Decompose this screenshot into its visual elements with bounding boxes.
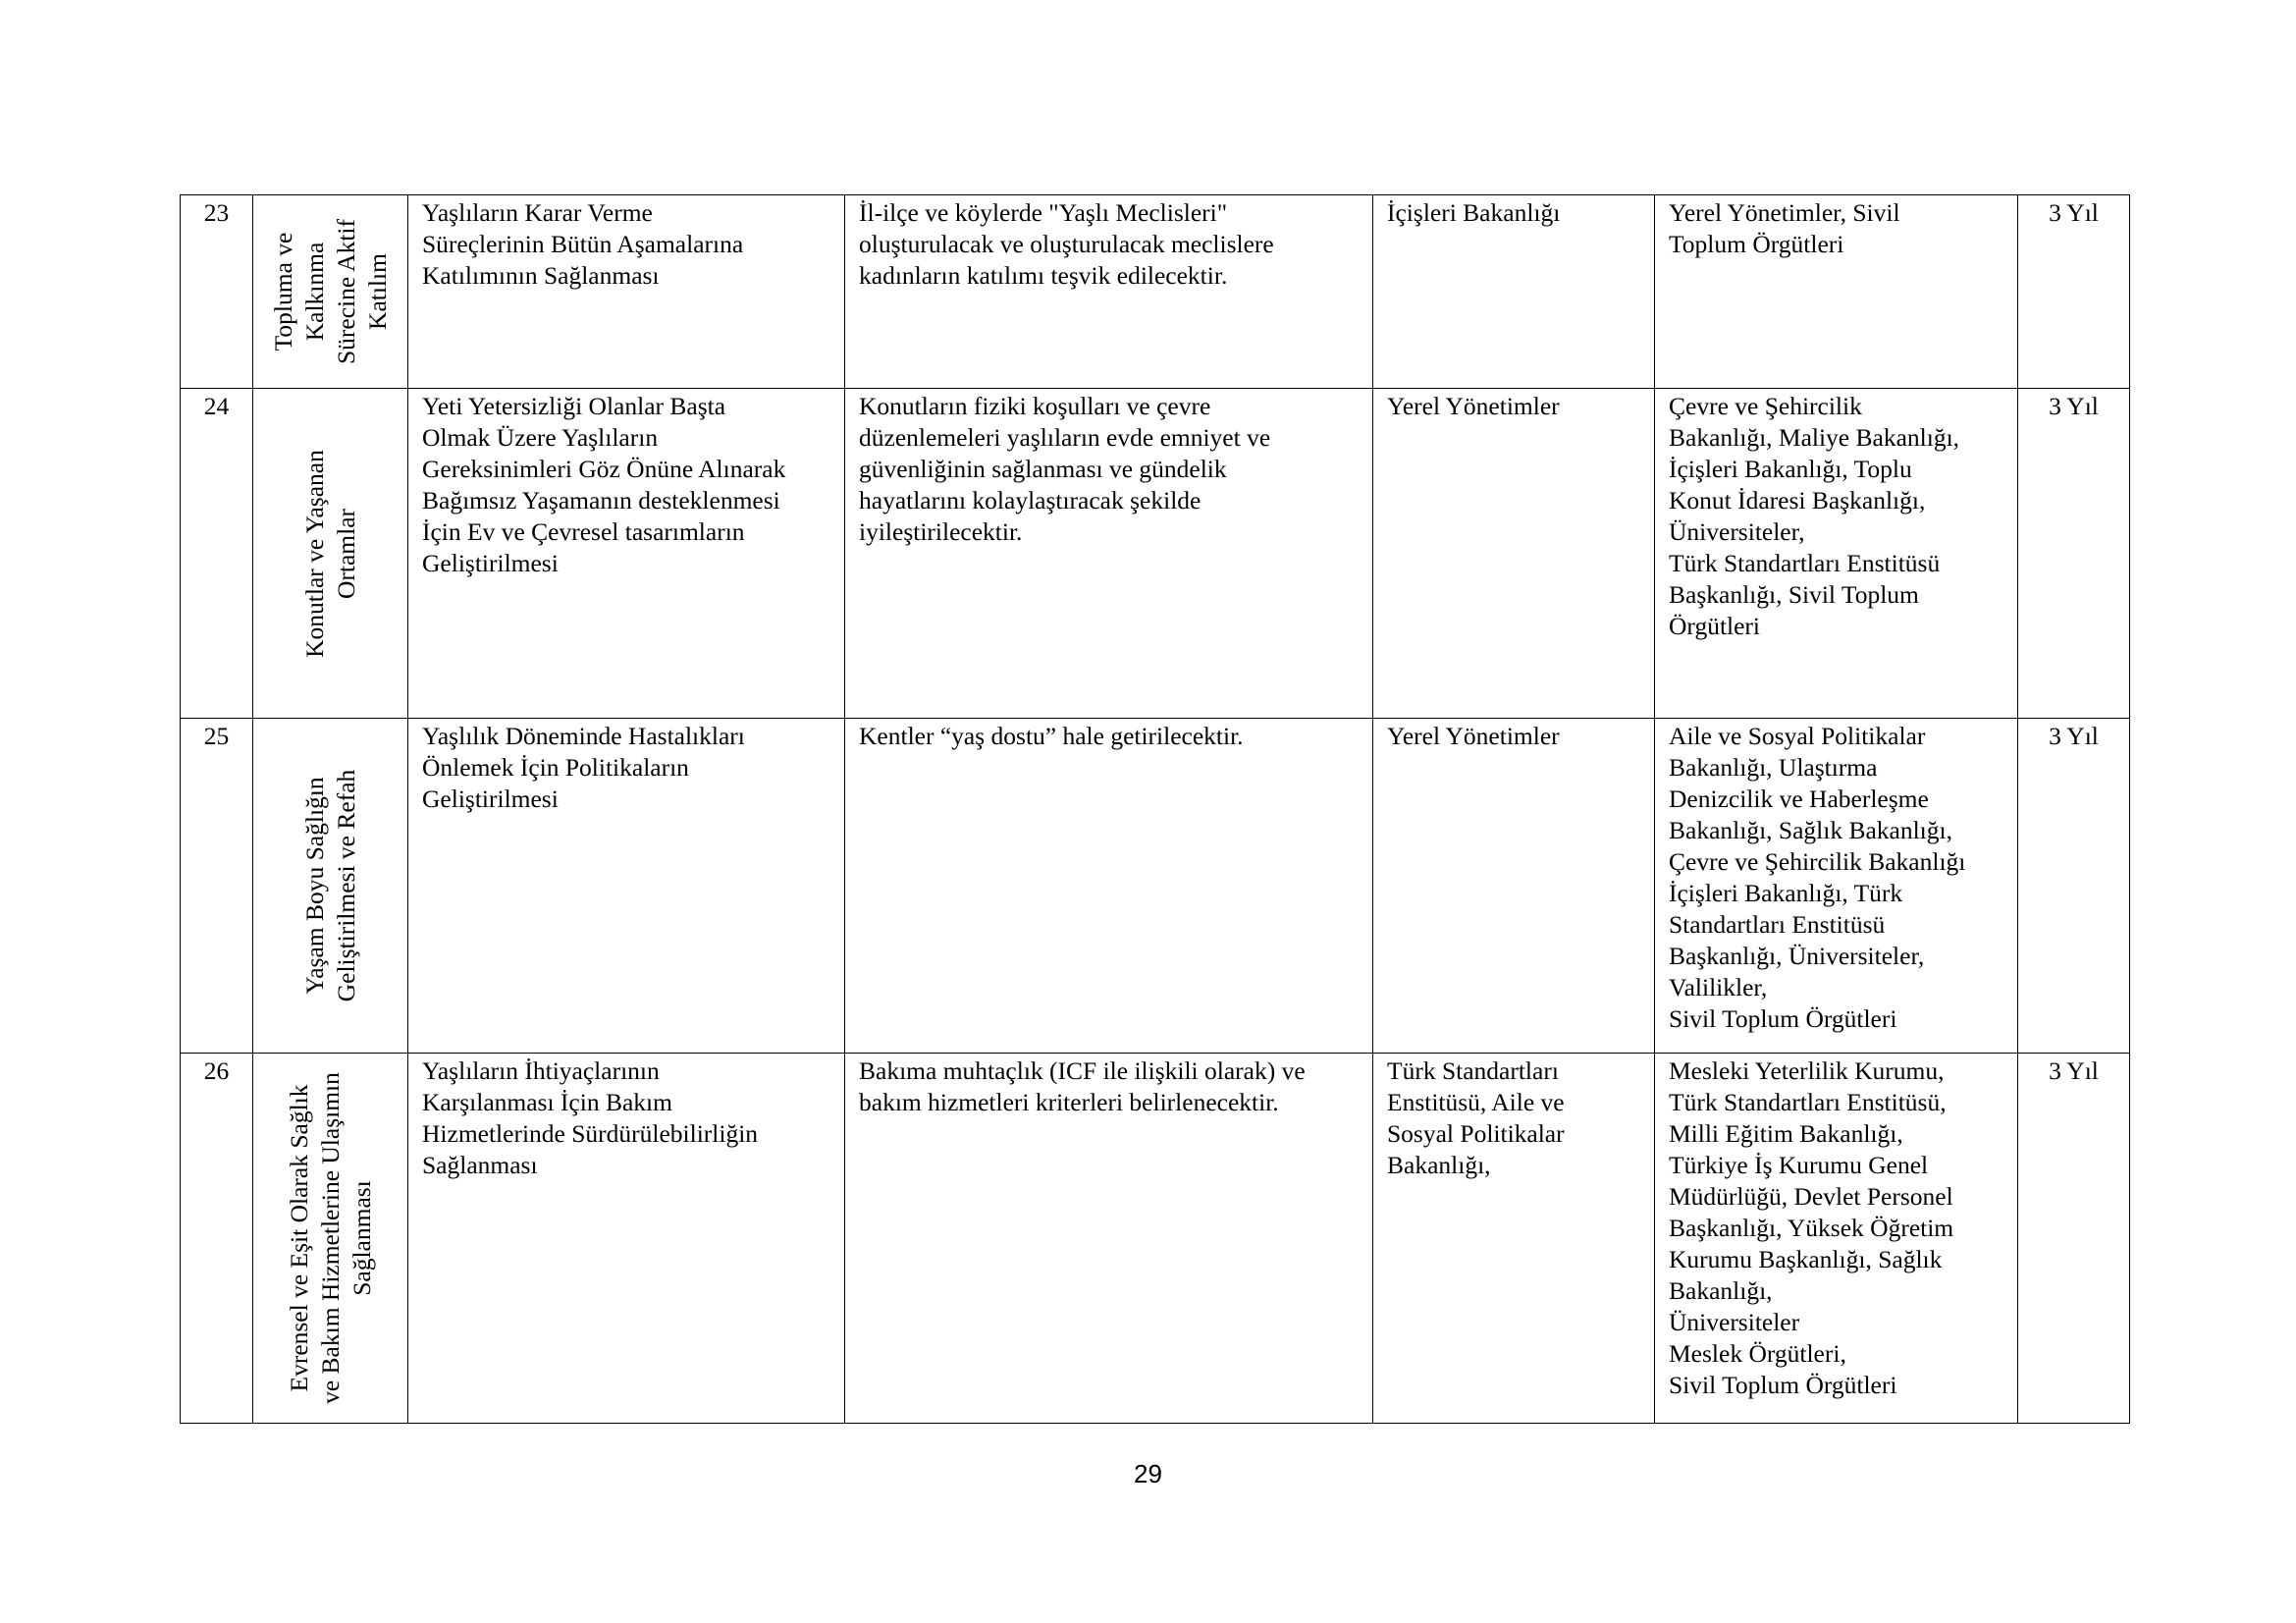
text-line: İçin Ev ve Çevresel tasarımların — [422, 517, 745, 546]
text-line: Türk Standartları Enstitüsü — [1669, 549, 1941, 577]
responsible-cell — [1373, 1054, 1655, 1424]
text-line: kadınların katılımı teşvik edilecektir. — [859, 261, 1228, 290]
text-line: Bakanlığı, Sağlık Bakanlığı, — [1669, 816, 1952, 844]
text-line: iyileştirilecektir. — [859, 517, 1023, 546]
text-line: Enstitüsü, Aile ve — [1387, 1088, 1565, 1116]
partners-cell — [1655, 1054, 2018, 1424]
duration-cell: 3 Yıl — [2018, 719, 2130, 1054]
text-line: Bakanlığı, — [1387, 1151, 1491, 1179]
area-text — [299, 397, 362, 711]
row-number-cell: 26 — [181, 1054, 253, 1424]
text-line: Toplum Örgütleri — [1669, 230, 1844, 258]
text-line: İçişleri Bakanlığı — [1387, 198, 1561, 227]
text-line: Geliştirilmesi — [422, 784, 559, 813]
text-line: Türkiye İş Kurumu Genel — [1669, 1151, 1929, 1179]
text-line: Başkanlığı, Üniversiteler, — [1669, 942, 1925, 970]
text-line: Türk Standartları — [1387, 1056, 1559, 1085]
text-line: Üniversiteler, — [1669, 517, 1805, 546]
area-text — [299, 724, 362, 1048]
text-line: Ortamlar — [331, 508, 360, 599]
text-line: Konutlar ve Yaşanan — [299, 449, 329, 658]
text-line: Sürecine Aktif — [331, 219, 360, 365]
text-line: Yerel Yönetimler — [1387, 722, 1560, 750]
table-body — [181, 195, 2130, 1424]
text-line: Örgütleri — [1669, 612, 1761, 640]
duration-cell: 3 Yıl — [2018, 195, 2130, 389]
text-line: oluşturulacak ve oluşturulacak meclislere — [859, 230, 1274, 258]
text-line: İçişleri Bakanlığı, Türk — [1669, 879, 1903, 907]
responsible-cell — [1373, 195, 1655, 389]
text-line: Bakanlığı, — [1669, 1276, 1773, 1305]
text-line: Başkanlığı, Sivil Toplum — [1669, 580, 1919, 609]
action-cell — [845, 195, 1373, 389]
text-line: Hizmetlerinde Sürdürülebilirliğin — [422, 1119, 759, 1148]
goal-cell — [408, 195, 845, 389]
text-line: Yaşlılık Döneminde Hastalıkları — [422, 722, 745, 750]
action-cell — [845, 719, 1373, 1054]
text-line: Milli Eğitim Bakanlığı, — [1669, 1119, 1903, 1148]
text-line: Konut İdaresi Başkanlığı, — [1669, 486, 1926, 514]
area-cell — [253, 719, 408, 1054]
goal-cell — [408, 1054, 845, 1424]
goal-cell — [408, 389, 845, 719]
text-line: Türk Standartları Enstitüsü, — [1669, 1088, 1947, 1116]
text-line: Müdürlüğü, Devlet Personel — [1669, 1182, 1953, 1211]
text-line: Bakıma muhtaçlık (ICF ile ilişkili olarak) ve — [859, 1056, 1306, 1085]
table-row — [181, 719, 2130, 1054]
table-row — [181, 1054, 2130, 1424]
text-line: Standartları Enstitüsü — [1669, 910, 1886, 939]
text-line: Bağımsız Yaşamanın desteklenmesi — [422, 486, 780, 514]
text-line: Süreçlerinin Bütün Aşamalarına — [422, 230, 744, 258]
text-line: Topluma ve — [268, 232, 297, 352]
text-line: Aile ve Sosyal Politikalar — [1669, 722, 1926, 750]
text-line: Evrensel ve Eşit Olarak Sağlık — [284, 1084, 313, 1392]
text-line: Çevre ve Şehircilik — [1669, 392, 1862, 420]
text-line: İçişleri Bakanlığı, Toplu — [1669, 455, 1912, 483]
text-line: Sivil Toplum Örgütleri — [1669, 1371, 1897, 1399]
text-line: bakım hizmetleri kriterleri belirlenecektir. — [859, 1088, 1279, 1116]
text-line: Üniversiteler — [1669, 1308, 1800, 1336]
text-line: Olmak Üzere Yaşlıların — [422, 423, 659, 452]
text-line: Yerel Yönetimler, Sivil — [1669, 198, 1900, 227]
text-line: Denizcilik ve Haberleşme — [1669, 784, 1929, 813]
text-line: Yeti Yetersizliği Olanlar Başta — [422, 392, 726, 420]
row-number-cell: 24 — [181, 389, 253, 719]
partners-cell — [1655, 389, 2018, 719]
goal-cell — [408, 719, 845, 1054]
page-number: 29 — [1134, 1459, 1162, 1488]
text-line: ve Bakım Hizmetlerine Ulaşımın — [315, 1072, 345, 1404]
text-line: Konutların fiziki koşulları ve çevre — [859, 392, 1211, 420]
duration-cell: 3 Yıl — [2018, 389, 2130, 719]
row-number-cell: 25 — [181, 719, 253, 1054]
text-line: Mesleki Yeterlilik Kurumu, — [1669, 1056, 1945, 1085]
duration-cell: 3 Yıl — [2018, 1054, 2130, 1424]
text-line: Yaşlıların İhtiyaçlarının — [422, 1056, 660, 1085]
action-cell — [845, 1054, 1373, 1424]
text-line: Katılım — [362, 253, 392, 330]
text-line: Geliştirilmesi — [422, 549, 559, 577]
text-line: Yaşlıların Karar Verme — [422, 198, 653, 227]
text-line: Karşılanması İçin Bakım — [422, 1088, 672, 1116]
partners-cell — [1655, 719, 2018, 1054]
text-line: Meslek Örgütleri, — [1669, 1339, 1846, 1368]
responsible-cell — [1373, 389, 1655, 719]
text-line: Yerel Yönetimler — [1387, 392, 1560, 420]
text-line: Gereksinimleri Göz Önüne Alınarak — [422, 455, 786, 483]
text-line: Bakanlığı, Maliye Bakanlığı, — [1669, 423, 1960, 452]
text-line: Önlemek İçin Politikaların — [422, 753, 689, 782]
text-line: Geliştirilmesi ve Refah — [331, 769, 360, 1002]
text-line: Kalkınma — [299, 242, 329, 342]
text-line: hayatlarını kolaylaştıracak şekilde — [859, 486, 1201, 514]
area-cell — [253, 195, 408, 389]
table-row — [181, 195, 2130, 389]
text-line: Yaşam Boyu Sağlığın — [299, 777, 329, 995]
text-line: Kurumu Başkanlığı, Sağlık — [1669, 1245, 1943, 1273]
text-line: Sosyal Politikalar — [1387, 1119, 1565, 1148]
responsible-cell — [1373, 719, 1655, 1054]
text-line: Valilikler, — [1669, 973, 1768, 1001]
text-line: düzenlemeleri yaşlıların evde emniyet ve — [859, 423, 1271, 452]
text-line: Bakanlığı, Ulaştırma — [1669, 753, 1878, 782]
text-line: İl-ilçe ve köylerde "Yaşlı Meclisleri" — [859, 198, 1228, 227]
text-line: Çevre ve Şehircilik Bakanlığı — [1669, 847, 1966, 876]
text-line: Katılımının Sağlanması — [422, 261, 660, 290]
text-line: Sağlanması — [347, 1180, 376, 1296]
row-number-cell: 23 — [181, 195, 253, 389]
area-text — [284, 1058, 378, 1418]
area-cell — [253, 1054, 408, 1424]
text-line: Başkanlığı, Yüksek Öğretim — [1669, 1214, 1954, 1242]
text-line: güvenliğinin sağlanması ve gündelik — [859, 455, 1227, 483]
text-line: Kentler “yaş dostu” hale getirilecektir. — [859, 722, 1244, 750]
text-line: Sağlanması — [422, 1151, 538, 1179]
action-plan-table — [180, 194, 2130, 1424]
area-text — [268, 198, 394, 385]
action-cell — [845, 389, 1373, 719]
area-cell — [253, 389, 408, 719]
table-row — [181, 389, 2130, 719]
text-line: Sivil Toplum Örgütleri — [1669, 1004, 1897, 1033]
partners-cell — [1655, 195, 2018, 389]
